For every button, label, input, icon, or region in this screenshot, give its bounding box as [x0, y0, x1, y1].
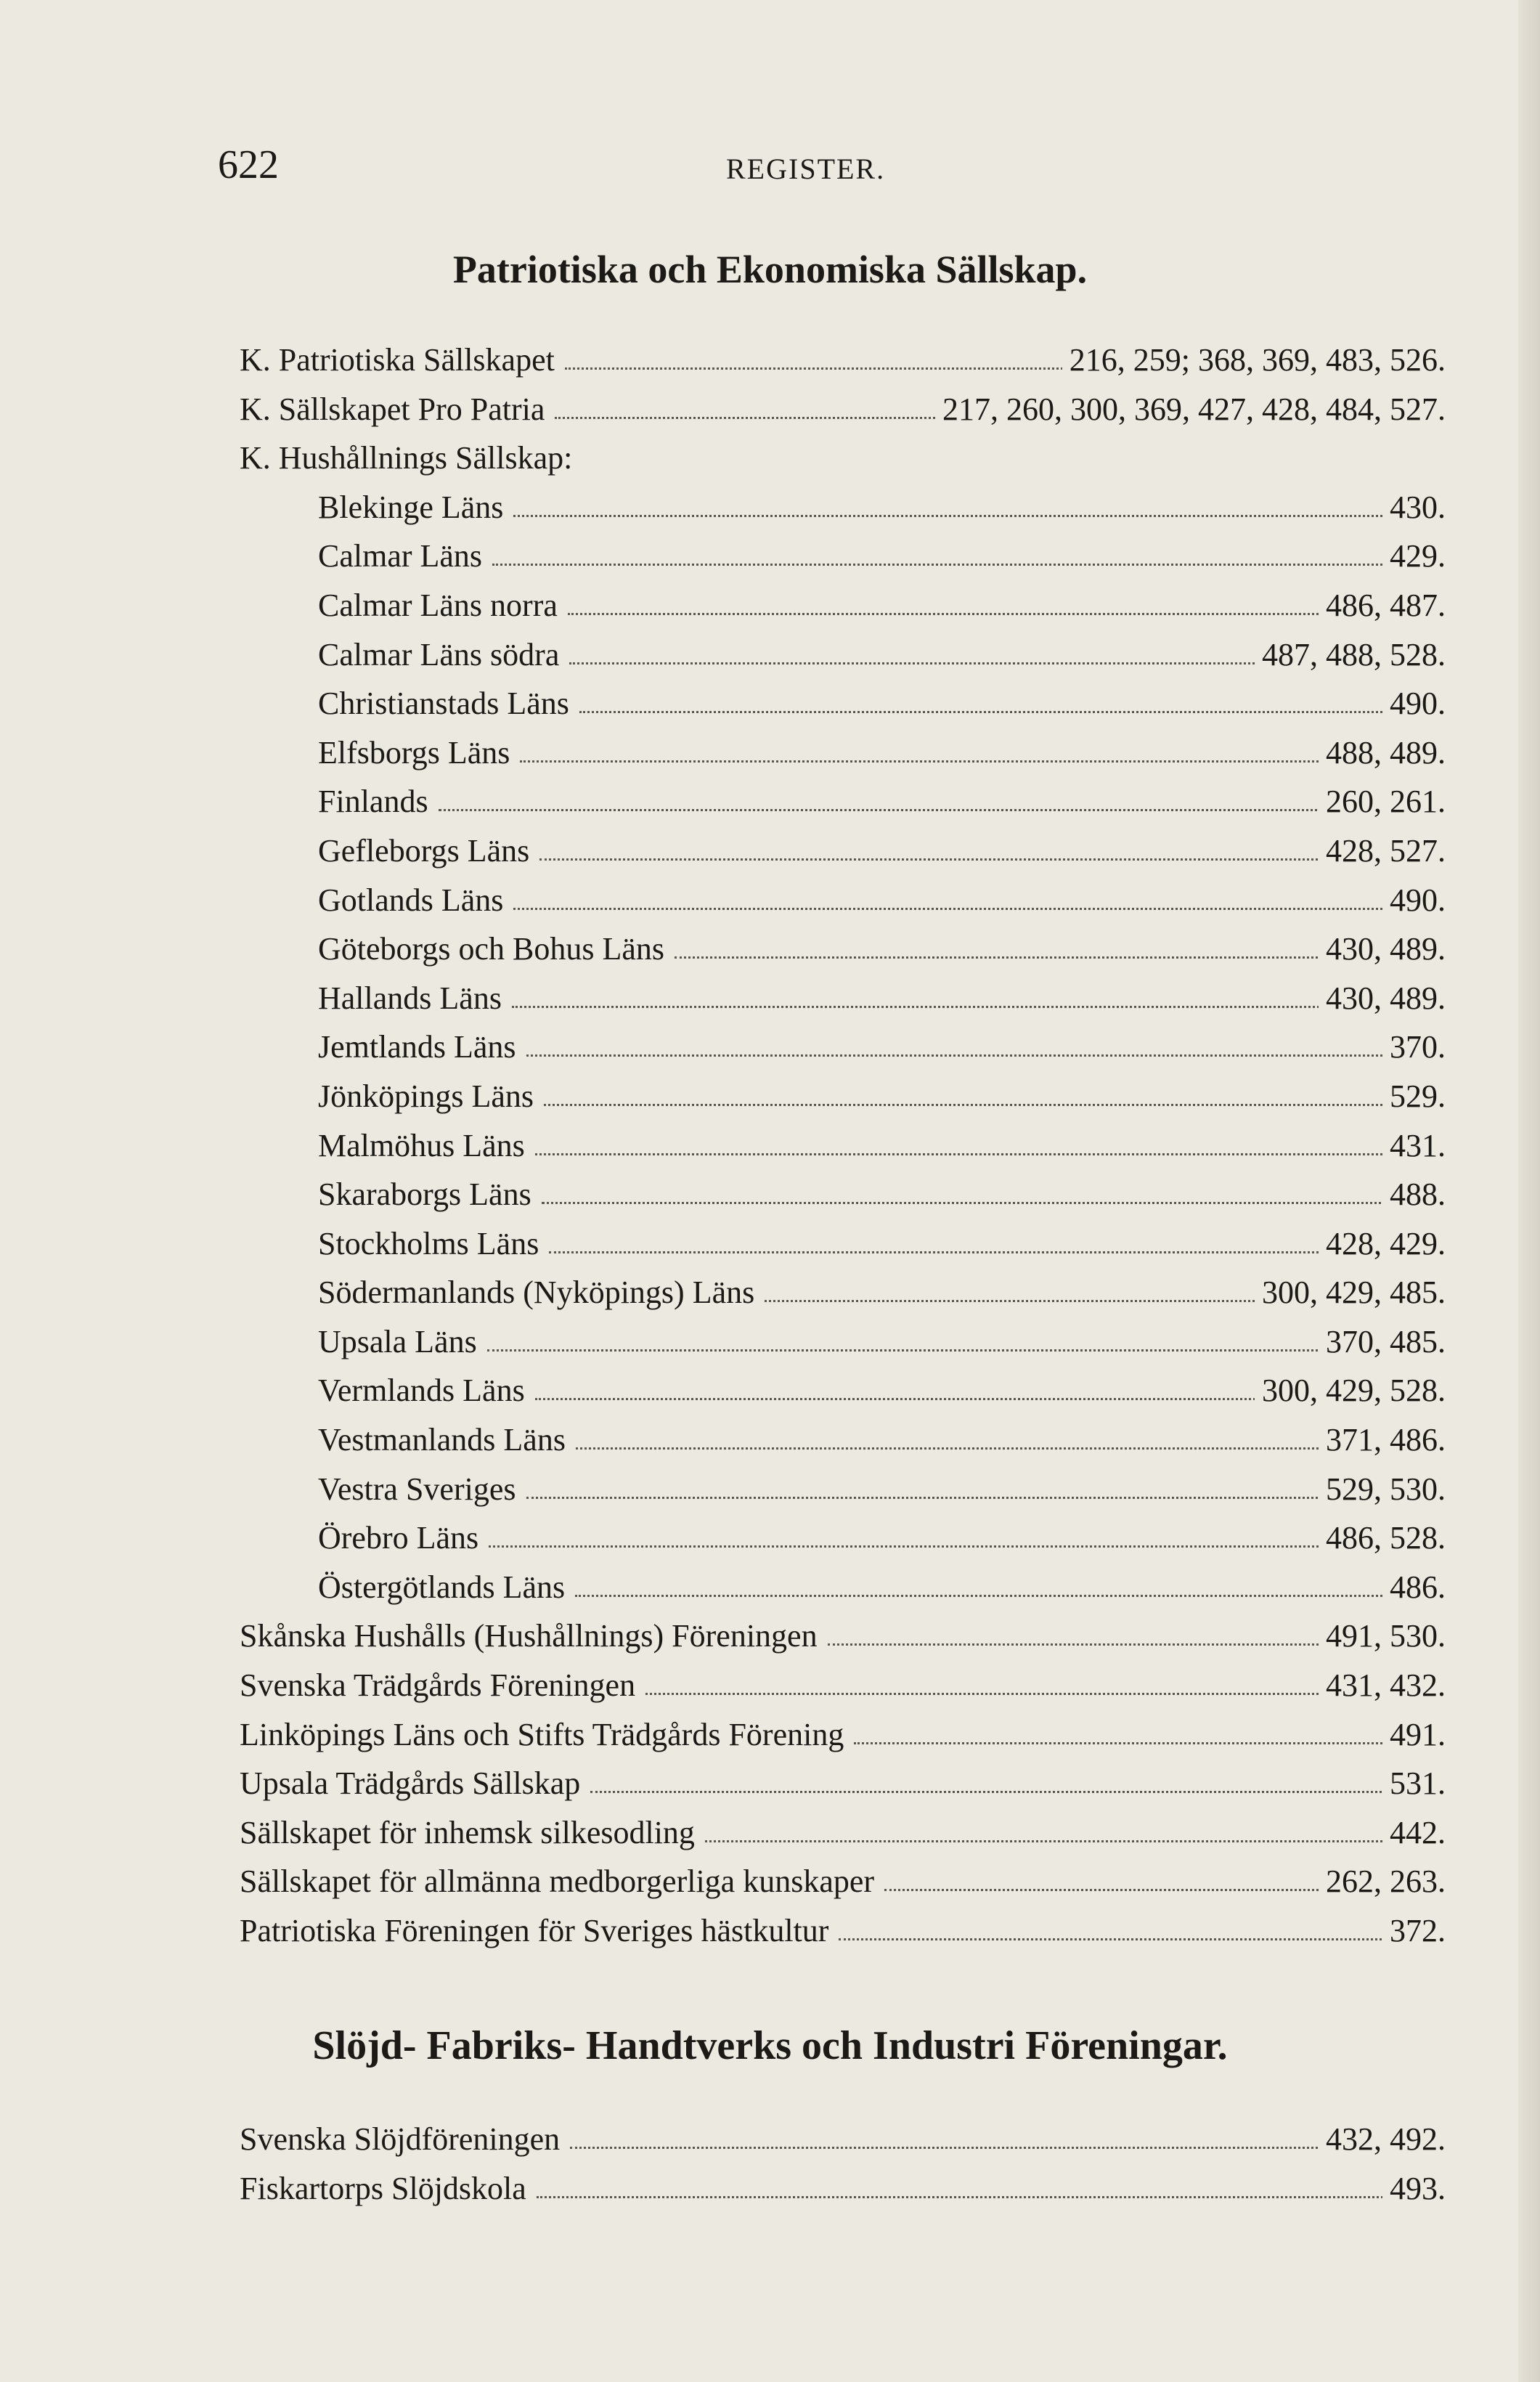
- index-entry: [0, 1121, 1540, 1171]
- entry-pages: 488, 489.: [1319, 728, 1446, 778]
- entry-label: Örebro Läns: [318, 1520, 479, 1556]
- dot-leader: [576, 1447, 1323, 1450]
- index-entry: [0, 1857, 1540, 1906]
- entry-pages: 486, 487.: [1319, 581, 1446, 630]
- dot-leader: [568, 613, 1323, 615]
- index-entry: [0, 1661, 1540, 1710]
- index-entry: [0, 1465, 1540, 1514]
- entry-label: Jemtlands Läns: [318, 1029, 516, 1065]
- dot-leader: [570, 2147, 1323, 2149]
- entry-pages: 529.: [1382, 1072, 1446, 1121]
- entry-pages: 432, 492.: [1319, 2115, 1446, 2164]
- index-entry: [0, 876, 1540, 925]
- dot-leader: [535, 1398, 1259, 1400]
- entry-label: K. Sällskapet Pro Patria: [240, 391, 545, 427]
- entry-label: Patriotiska Föreningen för Sveriges hästkultur: [240, 1913, 829, 1948]
- index-entry: [0, 826, 1540, 876]
- entry-pages: 260, 261.: [1319, 777, 1446, 826]
- index-entry: [0, 336, 1540, 385]
- entry-pages: 431, 432.: [1319, 1661, 1446, 1710]
- dot-leader: [565, 367, 1067, 370]
- dot-leader: [884, 1889, 1323, 1891]
- index-entry: [0, 483, 1540, 532]
- entry-label: Svenska Slöjdföreningen: [240, 2121, 561, 2157]
- entry-label: Stockholms Läns: [318, 1225, 539, 1261]
- entry-pages: 428, 527.: [1319, 826, 1446, 876]
- entry-pages: 217, 260, 300, 369, 427, 428, 484, 527.: [935, 385, 1446, 434]
- dot-leader: [569, 662, 1259, 664]
- dot-leader: [765, 1300, 1259, 1302]
- dot-leader: [492, 564, 1387, 566]
- entry-label: Södermanlands (Nyköpings) Läns: [318, 1275, 755, 1311]
- entry-pages: 442.: [1382, 1808, 1446, 1858]
- dot-leader: [539, 858, 1323, 861]
- dot-leader: [513, 515, 1387, 517]
- index-entry: [0, 1710, 1540, 1760]
- dot-leader: [535, 1153, 1387, 1155]
- dot-leader: [555, 417, 940, 419]
- dot-leader: [854, 1742, 1387, 1744]
- entry-pages: 216, 259; 368, 369, 483, 526.: [1062, 336, 1446, 385]
- entry-pages: 491, 530.: [1319, 1611, 1446, 1661]
- index-entry: [0, 630, 1540, 680]
- entry-pages: 486, 528.: [1319, 1513, 1446, 1563]
- entry-label: Upsala Trädgårds Sällskap: [240, 1765, 581, 1802]
- dot-leader: [828, 1643, 1323, 1646]
- dot-leader: [544, 1104, 1387, 1106]
- entry-pages: 493.: [1382, 2164, 1446, 2214]
- entry-label: Elfsborgs Läns: [318, 734, 510, 771]
- entry-label: Vermlands Läns: [318, 1373, 525, 1409]
- entry-label: Calmar Läns södra: [318, 636, 560, 672]
- index-entry: [0, 1513, 1540, 1563]
- entry-pages: 531.: [1382, 1759, 1446, 1808]
- entry-pages: 262, 263.: [1319, 1857, 1446, 1906]
- entry-pages: 429.: [1382, 532, 1446, 581]
- entry-pages: 529, 530.: [1319, 1465, 1446, 1514]
- entry-label: Finlands: [318, 784, 428, 820]
- index-entry: [0, 1023, 1540, 1072]
- index-entry: [0, 1317, 1540, 1367]
- section-title-slojd: Slöjd- Fabriks- Handtverks och Industri Föreningar.: [312, 2023, 1228, 2068]
- index-entry: [0, 1366, 1540, 1415]
- entry-label: Östergötlands Läns: [318, 1569, 566, 1605]
- entry-label: K. Hushållnings Sällskap:: [240, 440, 573, 476]
- index-entry: [0, 434, 1540, 483]
- entry-pages: 372.: [1382, 1906, 1446, 1956]
- index-entry: [0, 581, 1540, 630]
- entry-label: Göteborgs och Bohus Läns: [318, 931, 665, 967]
- entry-pages: 431.: [1382, 1121, 1446, 1171]
- index-entry: [0, 1906, 1540, 1956]
- running-head: REGISTER.: [726, 153, 886, 185]
- index-entry: [0, 1415, 1540, 1465]
- entry-pages: 487, 488, 528.: [1255, 630, 1446, 680]
- index-entry: [0, 679, 1540, 728]
- index-entry: [0, 1072, 1540, 1121]
- entry-pages: 490.: [1382, 876, 1446, 925]
- entry-label: Sällskapet för inhemsk silkesodling: [240, 1814, 695, 1850]
- entry-label: Vestra Sveriges: [318, 1471, 516, 1507]
- dot-leader: [590, 1791, 1387, 1793]
- entry-pages: 430.: [1382, 483, 1446, 532]
- entry-pages: 371, 486.: [1319, 1415, 1446, 1465]
- entry-label: Gotlands Läns: [318, 882, 504, 918]
- dot-leader: [520, 760, 1323, 763]
- dot-leader: [526, 1054, 1387, 1057]
- dot-leader: [439, 809, 1323, 811]
- dot-leader: [839, 1938, 1387, 1940]
- index-entry: [0, 532, 1540, 581]
- index-entry: [0, 777, 1540, 826]
- entry-label: Christianstads Läns: [318, 686, 569, 722]
- entry-label: Svenska Trädgårds Föreningen: [240, 1667, 636, 1704]
- page-number: 622: [218, 142, 279, 187]
- dot-leader: [513, 908, 1387, 910]
- entry-pages: 488.: [1382, 1170, 1446, 1219]
- dot-leader: [549, 1251, 1323, 1253]
- index-entry: [0, 1808, 1540, 1858]
- entry-label: Calmar Läns: [318, 538, 483, 574]
- entry-label: Fiskartorps Slöjdskola: [240, 2170, 526, 2206]
- entry-label: Gefleborgs Läns: [318, 832, 530, 869]
- entry-pages: 430, 489.: [1319, 924, 1446, 974]
- index-entry: [0, 974, 1540, 1023]
- dot-leader: [705, 1840, 1387, 1842]
- entry-label: Malmöhus Läns: [318, 1127, 525, 1163]
- entry-pages: 486.: [1382, 1563, 1446, 1612]
- dot-leader: [645, 1693, 1323, 1695]
- dot-leader: [537, 2196, 1387, 2198]
- entry-label: Linköpings Läns och Stifts Trädgårds Förening: [240, 1716, 844, 1752]
- entry-pages: 430, 489.: [1319, 974, 1446, 1023]
- index-entry: [0, 1759, 1540, 1808]
- entry-label: Skaraborgs Läns: [318, 1176, 531, 1213]
- index-entry: [0, 924, 1540, 974]
- entry-label: Sällskapet för allmänna medborgerliga kunskaper: [240, 1863, 875, 1900]
- entry-pages: 370.: [1382, 1023, 1446, 1072]
- dot-leader: [487, 1349, 1323, 1351]
- index-entry: [0, 1219, 1540, 1269]
- index-entry: [0, 2115, 1540, 2164]
- entry-label: Skånska Hushålls (Hushållnings) Föreningen: [240, 1618, 818, 1654]
- entry-label: Vestmanlands Läns: [318, 1422, 566, 1458]
- index-entry: [0, 1268, 1540, 1317]
- index-entry: [0, 1170, 1540, 1219]
- dot-leader: [575, 1595, 1387, 1597]
- index-entry: [0, 728, 1540, 778]
- entry-pages: 370, 485.: [1319, 1317, 1446, 1367]
- dot-leader: [526, 1497, 1324, 1499]
- section-title-patriotiska: Patriotiska och Ekonomiska Sällskap.: [452, 248, 1088, 291]
- entry-pages: 428, 429.: [1319, 1219, 1446, 1269]
- entry-label: Upsala Läns: [318, 1323, 477, 1359]
- dot-leader: [512, 1006, 1323, 1008]
- entry-label: Calmar Läns norra: [318, 587, 558, 623]
- entry-label: K. Patriotiska Sällskapet: [240, 342, 555, 378]
- entry-list-slojd: [0, 2115, 1540, 2213]
- entry-label: Blekinge Läns: [318, 489, 504, 525]
- index-entry: [0, 385, 1540, 434]
- index-entry: [0, 1563, 1540, 1612]
- entry-label: Hallands Läns: [318, 980, 502, 1016]
- dot-leader: [579, 711, 1387, 713]
- entry-list-patriotiska: [0, 336, 1540, 1956]
- entry-pages: 491.: [1382, 1710, 1446, 1760]
- dot-leader: [675, 956, 1323, 959]
- page-header: [218, 142, 1452, 200]
- dot-leader: [542, 1202, 1387, 1204]
- index-entry: [0, 2164, 1540, 2214]
- dot-leader: [489, 1545, 1323, 1548]
- entry-pages: 300, 429, 528.: [1255, 1366, 1446, 1415]
- entry-pages: 300, 429, 485.: [1255, 1268, 1446, 1317]
- index-entry: [0, 1611, 1540, 1661]
- entry-label: Jönköpings Läns: [318, 1078, 534, 1114]
- entry-pages: 490.: [1382, 679, 1446, 728]
